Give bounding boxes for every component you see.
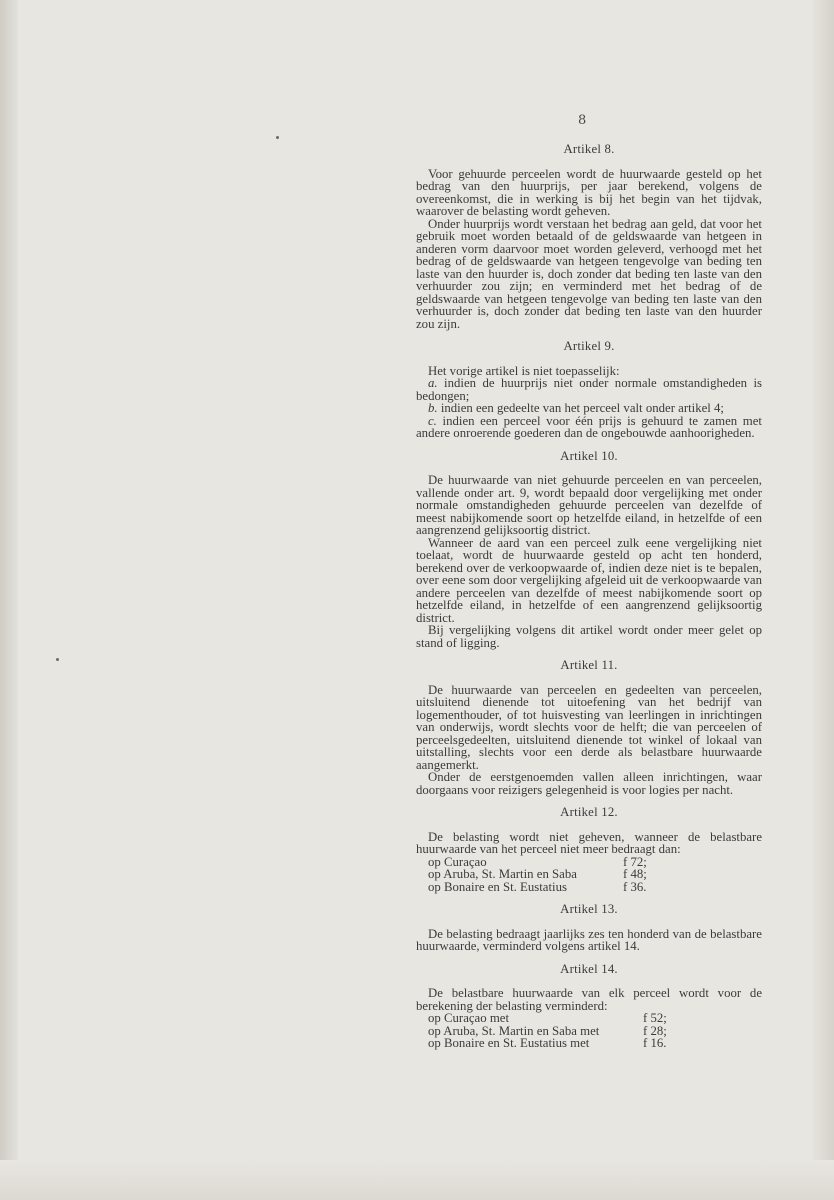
paragraph: De huurwaarde van niet gehuurde perceelen en van perceelen, vallende onder art. 9, wordt bepaald door vergelijking met onder normale omstandigheden gehuurde perceelen van dezelfde of meest nabijkomende soort op hetzelfde eiland, in hetzelfde of een aangrenzend gelijksoortig district. [416,473,762,537]
article-10 [416,450,762,650]
amount-value: f 48; [623,867,647,881]
paragraph: Onder huurprijs wordt verstaan het bedrag aan geld, dat voor het gebruik moet worden betaald of de geldswaarde van hetgeen in anderen vorm daarvoor moet worden geleverd, verhoogd met het bedrag of de geldswaarde van hetgeen tengevolge van beding ten laste van den huurder is, doch zonder dat beding ten laste van den verhuurder zou zijn; en verminderd met het bedrag of de geldswaarde van hetgeen tengevolge van beding ten laste van den verhuurder is, doch zonder dat beding ten laste van den huurder zou zijn. [416,216,762,331]
paragraph: De huurwaarde van perceelen en gedeelten van perceelen, uitsluitend dienende tot uitoefening van het bedrijf van logementhouder, of tot huisvesting van leerlingen in inrichtingen van onderwijs, wordt slechts voor de helft; die van perceelen of perceelsgedeelten, uitsluitend dienende tot winkel of lokaal van uitstalling, slechts voor een derde als belastbare huurwaarde aangemerkt. [416,682,762,772]
article-heading: Artikel 13. [560,902,618,916]
article-12 [416,806,762,893]
article-heading: Artikel 9. [563,339,615,353]
paragraph: De belasting wordt niet geheven, wanneer de belastbare huurwaarde van het perceel niet meer bedraagt dan: [416,829,762,856]
paragraph: Onder de eerstgenoemden vallen alleen inrichtingen, waar doorgaans voor reizigers gelegenheid is voor logies per nacht. [416,770,762,797]
list-letter: a. [428,376,438,390]
island-label: op Bonaire en St. Eustatius [428,879,567,894]
page-bottom-edge [0,1160,834,1200]
article-heading: Artikel 14. [560,961,618,976]
paragraph: Bij vergelijking volgens dit artikel wordt onder meer gelet op stand of ligging. [416,623,762,650]
island-label: op Curaçao met [428,1011,510,1025]
threshold-row [416,868,762,881]
island-label: op Aruba, St. Martin en Saba [428,867,577,881]
paragraph: De belastbare huurwaarde van elk perceel wordt voor de berekening der belasting verminderd: [416,986,762,1013]
list-item [416,415,762,440]
paper-speck [276,136,279,139]
list-text: indien een gedeelte van het perceel valt onder artikel 4; [440,401,724,415]
page-number: 8 [578,113,587,128]
list-text: indien de huurprijs niet onder normale omstandigheden is bedongen; [416,376,763,403]
amount-value: f 72; [623,854,647,869]
island-label: op Curaçao [428,854,487,869]
paper-speck [56,658,59,661]
amount-value: f 36. [623,879,647,894]
list-text: indien een perceel voor één prijs is gehuurd te zamen met andere onroerende goederen dan de ongebouwde aanhoorigheden. [416,413,762,440]
article-heading: Artikel 11. [560,658,618,672]
amount-value: f 28; [643,1023,667,1038]
paragraph: De belasting bedraagt jaarlijks zes ten honderd van de belastbare huurwaarde, verminderd volgens artikel 14. [416,926,762,953]
article-heading: Artikel 12. [560,805,618,819]
reduction-row [416,1037,762,1050]
article-heading: Artikel 10. [560,448,618,463]
island-label: op Aruba, St. Martin en Saba met [428,1023,600,1038]
article-8 [416,143,762,330]
page-right-edge [812,0,834,1200]
article-9 [416,340,762,440]
island-label: op Bonaire en St. Eustatius met [428,1036,590,1050]
amount-value: f 52; [643,1011,667,1025]
page-left-edge [0,0,18,1200]
article-column [416,143,762,1060]
amount-value: f 16. [643,1036,667,1050]
paragraph: Het vorige artikel is niet toepasselijk: [428,363,620,378]
article-11 [416,659,762,796]
list-item [416,377,762,402]
list-letter: c. [428,413,437,428]
article-heading: Artikel 8. [563,142,615,156]
list-letter: b. [428,401,438,415]
paragraph: Voor gehuurde perceelen wordt de huurwaarde gesteld op het bedrag van den huurprijs, per jaar berekend, volgens de overeenkomst, die in werking is bij het begin van het tijdvak, waarover de belasting wordt geheven. [416,166,762,218]
threshold-row [416,881,762,894]
article-14 [416,963,762,1050]
article-13 [416,903,762,953]
reduction-row [416,1012,762,1025]
paragraph: Wanneer de aard van een perceel zulk eene vergelijking niet toelaat, wordt de huurwaarde gesteld op acht ten honderd, berekend over de verkoopwaarde of, indien deze niet is te bepalen, over eene som door vergelijking afgeleid uit de verkoopwaarde van andere perceelen van dezelfde of meest nabijkomende soort op hetzelfde eiland, in hetzelfde of een aangrenzend gelijksoortig district. [416,535,762,625]
